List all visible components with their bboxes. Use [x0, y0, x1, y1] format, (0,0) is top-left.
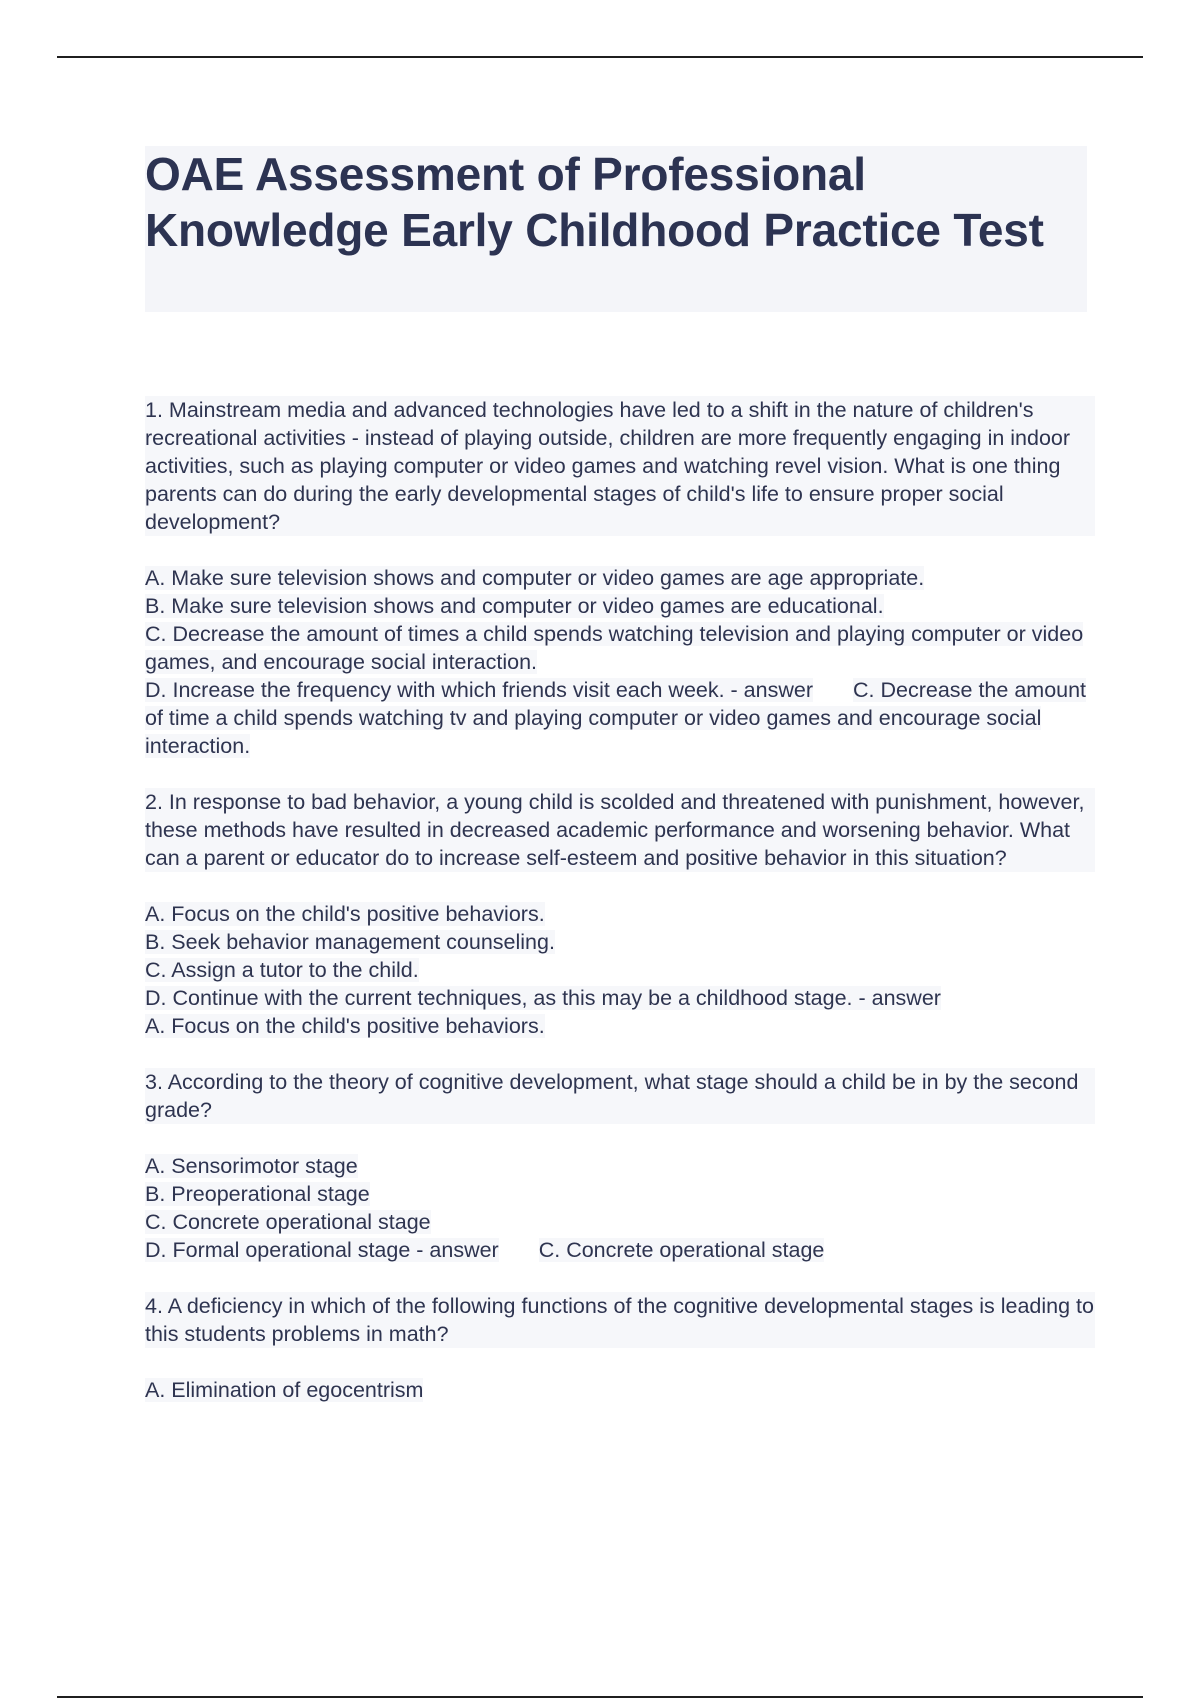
option-b: B. Make sure television shows and computer or video games are educational.: [145, 594, 884, 618]
question-text: 1. Mainstream media and advanced technologies have led to a shift in the nature of children's recreational activities - instead of playing outside, children are more frequently engaging in indoor activities, such as playing computer or video games and watching revel vision. What is one thing parents can do during the early developmental stages of child's life to ensure proper social development?: [145, 396, 1095, 536]
answer-text: C. Concrete operational stage: [538, 1238, 825, 1262]
title-block: [145, 146, 1087, 312]
question-text: 2. In response to bad behavior, a young child is scolded and threatened with punishment, however, these methods have resulted in decreased academic performance and worsening behavior. What can a parent or educator do to increase self-esteem and positive behavior in this situation?: [145, 788, 1095, 872]
question-4: [145, 1292, 1095, 1404]
option-d: D. Continue with the current techniques, as this may be a childhood stage. - answer: [145, 986, 941, 1010]
option-b: B. Preoperational stage: [145, 1182, 370, 1206]
question-1: [145, 396, 1095, 760]
question-text: 4. A deficiency in which of the following functions of the cognitive developmental stages is leading to this students problems in math?: [145, 1294, 1094, 1346]
question-text: 3. According to the theory of cognitive development, what stage should a child be in by the second grade?: [145, 1068, 1095, 1124]
answer-text: C. Decrease the amount of time a child spends watching tv and playing computer or video games and encourage social interaction.: [145, 678, 1087, 758]
option-c: C. Assign a tutor to the child.: [145, 958, 419, 982]
bottom-rule: [57, 1696, 1143, 1698]
option-b: B. Seek behavior management counseling.: [145, 930, 555, 954]
answer-text: A. Focus on the child's positive behaviors.: [145, 1014, 545, 1038]
option-c: C. Concrete operational stage: [145, 1210, 431, 1234]
question-2: [145, 788, 1095, 1040]
option-c: C. Decrease the amount of times a child spends watching television and playing computer or video games, and encourage social interaction.: [145, 622, 1084, 674]
document-title: OAE Assessment of Professional Knowledge Early Childhood Practice Test: [145, 148, 1044, 256]
option-a: A. Sensorimotor stage: [145, 1154, 358, 1178]
option-a: A. Elimination of egocentrism: [145, 1378, 424, 1402]
option-a: A. Focus on the child's positive behaviors.: [145, 902, 545, 926]
option-a: A. Make sure television shows and computer or video games are age appropriate.: [145, 566, 925, 590]
top-rule: [57, 56, 1143, 58]
option-d-with-answer: D. Increase the frequency with which friends visit each week. - answer C. Decrease the amount of time a child spends watching tv and playing computer or video games and encourage social interaction.: [145, 678, 1087, 758]
question-3: [145, 1068, 1095, 1264]
question-list: [145, 396, 1095, 1432]
option-d-with-answer: D. Formal operational stage - answer C. Concrete operational stage: [145, 1238, 825, 1262]
